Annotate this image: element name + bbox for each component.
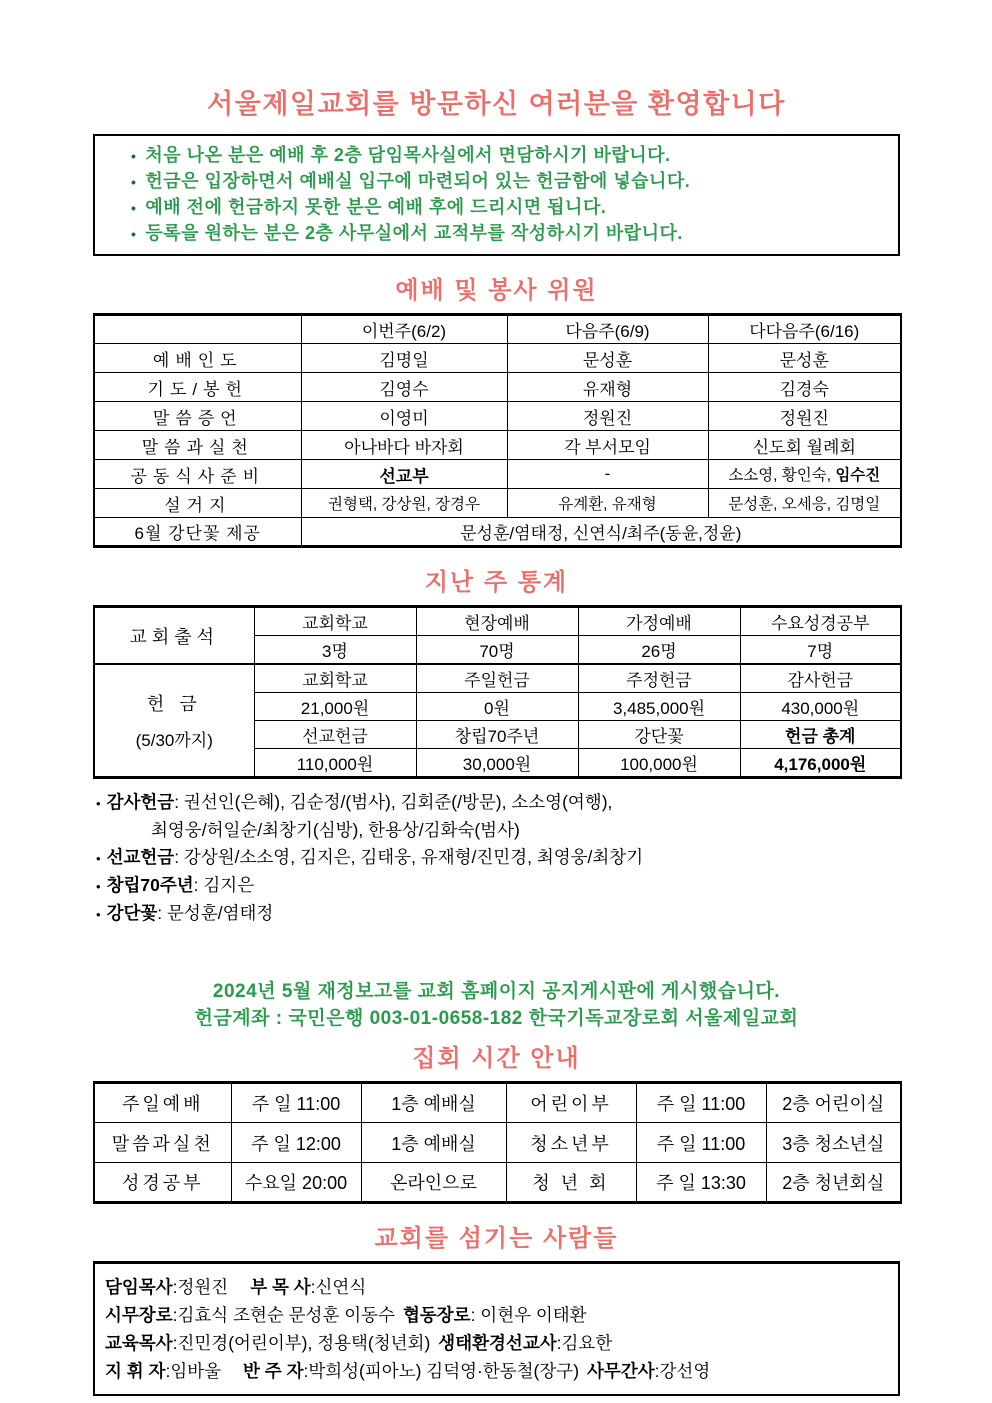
row-label: 말씀과실천 (94, 431, 301, 460)
row-label (94, 664, 254, 778)
staff-role: 부 목 사 (250, 1277, 311, 1297)
staff-role: 교육목사 (105, 1333, 173, 1353)
stat-value: 3,485,000원 (578, 693, 740, 721)
announcement-line: 2024년 5월 재정보고를 교회 홈페이지 공지게시판에 게시했습니다. (212, 981, 781, 1002)
cell-text-bold: 임수진 (835, 467, 881, 484)
note-line (93, 844, 900, 872)
staff-line (105, 1301, 888, 1329)
meeting-place: 온라인으로 (361, 1163, 506, 1203)
stat-value: 7명 (740, 636, 901, 665)
bullet-icon: • (131, 226, 137, 242)
staff-name: : 이현우 이태환 (470, 1305, 587, 1325)
note-label: 감사헌금 (106, 792, 175, 812)
welcome-item-text: 등록을 원하는 분은 2층 사무실에서 교적부를 작성하시기 바랍니다. (145, 223, 683, 243)
meeting-name: 주일예배 (94, 1083, 231, 1123)
cell: 문성훈, 오세응, 김명일 (708, 489, 901, 518)
cell: 이영미 (301, 402, 507, 431)
bullet-icon: • (131, 200, 137, 216)
cell: 유계환, 유재형 (507, 489, 708, 518)
meeting-place: 1층 예배실 (361, 1083, 506, 1123)
stat-value: 3명 (254, 636, 416, 665)
staff-name: :박희성(피아노) 김덕영·한동철(장구) (303, 1361, 580, 1381)
table-row (94, 489, 901, 518)
meeting-name: 말씀과실천 (94, 1123, 231, 1163)
row-label: 예배인도 (94, 344, 301, 373)
note-text: : 권선인(은혜), 김순정/(범사), 김회준(/방문), 소소영(여행), (174, 792, 613, 812)
row-label: 설거지 (94, 489, 301, 518)
stat-value: 70명 (416, 636, 578, 665)
staff-name: :강선영 (654, 1361, 711, 1381)
stat-header: 강단꽃 (578, 721, 740, 749)
offering-notes (93, 789, 900, 928)
cell: 신도회 월례회 (708, 431, 901, 460)
welcome-notice-box (93, 134, 900, 256)
staff-name: :신연식 (310, 1277, 367, 1297)
meeting-section-title: 집회 시간 안내 (412, 1045, 581, 1072)
page-title: 서울제일교회를 방문하신 여러분을 환영합니다 (207, 89, 786, 119)
cell: 아나바다 바자회 (301, 431, 507, 460)
table-row (94, 373, 901, 402)
staff-role: 사무간사 (587, 1361, 655, 1381)
meeting-time: 주 일 12:00 (231, 1123, 361, 1163)
stat-value: 4,176,000원 (740, 749, 901, 778)
meeting-name: 청소년부 (506, 1123, 636, 1163)
welcome-item (131, 143, 890, 169)
stat-value: 110,000원 (254, 749, 416, 778)
stat-header: 수요성경공부 (740, 607, 901, 636)
stat-value: 430,000원 (740, 693, 901, 721)
stat-value: 26명 (578, 636, 740, 665)
column-header: 다음주(6/9) (507, 315, 708, 344)
meeting-name: 성경공부 (94, 1163, 231, 1203)
staff-role: 지 휘 자 (105, 1361, 166, 1381)
staff-name: :정원진 (172, 1277, 229, 1297)
service-volunteers-table (93, 313, 902, 548)
staff-role: 생태환경선교사 (438, 1333, 557, 1353)
cell: 각 부서모임 (507, 431, 708, 460)
merged-cell: 문성훈/염태정, 신연식/최주(동윤,정윤) (301, 518, 901, 547)
welcome-item-text: 헌금은 입장하면서 예배실 입구에 마련되어 있는 헌금함에 넣습니다. (145, 171, 691, 191)
announcement-line: 헌금계좌 : 국민은행 003-01-0658-182 한국기독교장로회 서울제일교회 (194, 1008, 799, 1029)
row-label: 말씀증언 (94, 402, 301, 431)
staff-name: :김요한 (556, 1333, 613, 1353)
meeting-time: 주 일 13:30 (636, 1163, 766, 1203)
note-text: : 강상원/소소영, 김지은, 김태웅, 유재형/진민경, 최영웅/최창기 (174, 847, 644, 867)
offering-label-sub: (5/30까지) (135, 731, 213, 750)
staff-role: 협동장로 (402, 1305, 471, 1325)
row-label: 교회출석 (94, 607, 254, 665)
note-label: 강단꽃 (106, 903, 158, 923)
stat-header: 현장예배 (416, 607, 578, 636)
welcome-item (131, 221, 890, 247)
staff-name: :김효식 조현순 문성훈 이동수 (172, 1305, 395, 1325)
staff-role: 반 주 자 (243, 1361, 304, 1381)
row-label: 6월 강단꽃 제공 (94, 518, 301, 547)
cell: - (507, 460, 708, 489)
note-continuation: 최영웅/허일순/최창기(심방), 한용상/김화숙(범사) (151, 820, 520, 840)
meeting-place: 3층 청소년실 (766, 1123, 901, 1163)
note-text: : 문성훈/염태정 (157, 903, 274, 923)
note-line (93, 789, 900, 817)
staff-role: 시무장로 (105, 1305, 173, 1325)
meeting-name: 청 년 회 (506, 1163, 636, 1203)
meeting-place: 2층 어린이실 (766, 1083, 901, 1123)
stat-value: 30,000원 (416, 749, 578, 778)
stats-section-title: 지난 주 통계 (424, 569, 569, 596)
row-label: 공동식사준비 (94, 460, 301, 489)
staff-name: :진민경(어린이부), 정용택(청년회) (172, 1333, 431, 1353)
cell: 선교부 (301, 460, 507, 489)
cell: 문성훈 (708, 344, 901, 373)
stat-value: 100,000원 (578, 749, 740, 778)
cell: 권형택, 강상원, 장경우 (301, 489, 507, 518)
cell: 김경숙 (708, 373, 901, 402)
cell: 문성훈 (507, 344, 708, 373)
meeting-name: 어린이부 (506, 1083, 636, 1123)
table-row (94, 1083, 901, 1123)
cell: 김명일 (301, 344, 507, 373)
bullet-icon: • (96, 879, 101, 894)
stat-header: 교회학교 (254, 607, 416, 636)
column-header: 이번주(6/2) (301, 315, 507, 344)
bullet-icon: • (131, 148, 137, 164)
bullet-icon: • (96, 796, 101, 811)
cell: 정원진 (507, 402, 708, 431)
meeting-times-table (93, 1081, 902, 1204)
empty-header-cell (94, 315, 301, 344)
welcome-item-text: 예배 전에 헌금하지 못한 분은 예배 후에 드리시면 됩니다. (145, 197, 607, 217)
staff-box (93, 1261, 900, 1396)
note-text: : 김지은 (193, 875, 255, 895)
welcome-item-text: 처음 나온 분은 예배 후 2층 담임목사실에서 면담하시기 바랍니다. (145, 145, 671, 165)
table-row (94, 431, 901, 460)
stat-header: 주정헌금 (578, 664, 740, 693)
stat-header: 선교헌금 (254, 721, 416, 749)
note-label: 선교헌금 (106, 847, 175, 867)
service-section-title: 예배 및 봉사 위원 (395, 277, 598, 304)
table-row (94, 1163, 901, 1203)
note-line (93, 872, 900, 900)
bullet-icon: • (96, 851, 101, 866)
table-row (94, 460, 901, 489)
table-row (94, 344, 901, 373)
meeting-place: 2층 청년회실 (766, 1163, 901, 1203)
stat-header: 창립70주년 (416, 721, 578, 749)
offering-label: 헌 금 (146, 694, 202, 714)
meeting-place: 1층 예배실 (361, 1123, 506, 1163)
welcome-item (131, 195, 890, 221)
bullet-icon: • (131, 174, 137, 190)
column-header: 다다음주(6/16) (708, 315, 901, 344)
table-row (94, 664, 901, 693)
cell: 김영수 (301, 373, 507, 402)
cell: 정원진 (708, 402, 901, 431)
staff-section-title: 교회를 섬기는 사람들 (374, 1225, 619, 1252)
meeting-time: 주 일 11:00 (231, 1083, 361, 1123)
staff-role: 담임목사 (105, 1277, 173, 1297)
cell (708, 460, 901, 489)
weekly-stats-table (93, 605, 902, 779)
table-header-row (94, 315, 901, 344)
stat-header: 헌금 총계 (740, 721, 901, 749)
meeting-time: 수요일 20:00 (231, 1163, 361, 1203)
staff-name: :임바울 (165, 1361, 222, 1381)
staff-line (105, 1357, 888, 1385)
financial-announcement (93, 978, 900, 1032)
cell-text: 소소영, 황인숙, (728, 467, 836, 484)
stat-header: 주일헌금 (416, 664, 578, 693)
note-label: 창립70주년 (106, 875, 194, 895)
meeting-time: 주 일 11:00 (636, 1083, 766, 1123)
staff-line (105, 1329, 888, 1357)
table-row (94, 518, 901, 547)
stat-header: 가정예배 (578, 607, 740, 636)
stat-value: 0원 (416, 693, 578, 721)
stat-header: 교회학교 (254, 664, 416, 693)
table-row (94, 607, 901, 636)
stat-header: 감사헌금 (740, 664, 901, 693)
stat-value: 21,000원 (254, 693, 416, 721)
cell: 유재형 (507, 373, 708, 402)
staff-line (105, 1273, 888, 1301)
note-line (93, 900, 900, 928)
row-label: 기도/봉헌 (94, 373, 301, 402)
meeting-time: 주 일 11:00 (636, 1123, 766, 1163)
table-row (94, 402, 901, 431)
bullet-icon: • (96, 907, 101, 922)
table-row (94, 1123, 901, 1163)
welcome-item (131, 169, 890, 195)
